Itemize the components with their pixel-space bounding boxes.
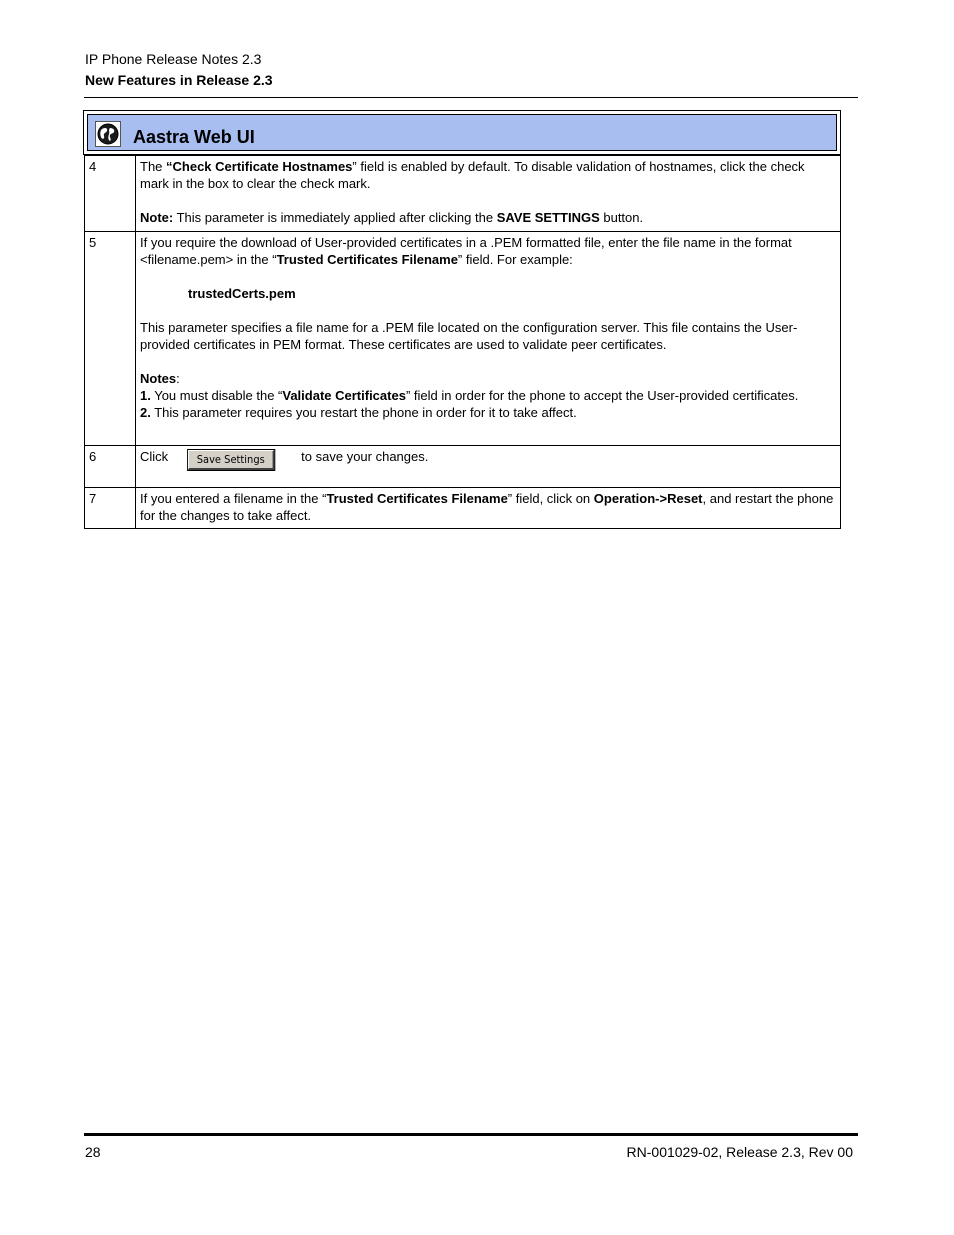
step-note	[140, 209, 834, 226]
page-number: 28	[85, 1144, 101, 1160]
example-filename: trustedCerts.pem	[188, 286, 296, 301]
globe-icon	[95, 121, 121, 147]
text-run: , and restart the phone for the changes to take affect.	[140, 491, 834, 523]
field-name: Trusted Certificates Filename	[326, 491, 508, 506]
header-subtitle: New Features in Release 2.3	[85, 72, 273, 88]
note-label: Note:	[140, 210, 174, 225]
step-content	[136, 446, 841, 488]
text-run: button.	[599, 210, 644, 225]
notes-heading	[140, 370, 834, 387]
step-content	[136, 488, 841, 529]
note-item	[140, 387, 834, 404]
table-row	[85, 232, 841, 446]
field-name: Validate Certificates	[282, 388, 406, 403]
text-run: :	[176, 371, 180, 386]
step-text	[140, 490, 834, 524]
steps-table	[84, 155, 841, 529]
field-name: Trusted Certificates Filename	[276, 252, 458, 267]
field-name: “Check Certificate Hostnames	[166, 159, 353, 174]
text-run: The	[140, 159, 167, 174]
banner-title: Aastra Web UI	[133, 127, 255, 147]
text-run: This parameter is immediately applied after clicking the	[173, 210, 497, 225]
step-content	[136, 232, 841, 446]
note-item	[140, 404, 834, 421]
text-run: Click	[140, 449, 169, 464]
note-number: 2.	[140, 405, 151, 420]
text-run: to save your changes.	[301, 449, 429, 464]
step-description: This parameter specifies a file name for a .PEM file located on the configuration server. This file contains the User-provided certificates in PEM format. These certificates are used to validate peer certificates.	[140, 320, 798, 352]
step-number: 5	[85, 232, 136, 446]
header-title: IP Phone Release Notes 2.3	[85, 51, 262, 67]
footer-rule	[84, 1133, 858, 1136]
header-rule	[84, 97, 858, 98]
step-content	[136, 156, 841, 232]
step-text	[140, 234, 834, 268]
save-settings-button[interactable]: Save Settings	[188, 450, 274, 470]
text-run: ” field. For example:	[457, 252, 573, 267]
banner-fill	[87, 114, 837, 151]
table-row	[85, 446, 841, 488]
button-reference: SAVE SETTINGS	[496, 210, 600, 225]
text-run: ” field in order for the phone to accept the User-provided certificates.	[405, 388, 799, 403]
aastra-web-ui-banner	[83, 110, 841, 155]
note-number: 1.	[140, 388, 151, 403]
step-number: 4	[85, 156, 136, 232]
text-run: If you require the download of User-provided certificates in a .PEM formatted file, enter the file name in the format <filename.pem> in the “	[140, 235, 792, 267]
document-id: RN-001029-02, Release 2.3, Rev 00	[626, 1144, 853, 1160]
step-text	[140, 158, 834, 192]
table-row	[85, 488, 841, 529]
text-run: ” field, click on	[507, 491, 594, 506]
text-run: This parameter requires you restart the phone in order for it to take affect.	[150, 405, 577, 420]
text-run: You must disable the “	[150, 388, 283, 403]
text-run: ” field is enabled by default. To disable validation of hostnames, click the check mark in the box to clear the check mark.	[140, 159, 805, 191]
step-number: 6	[85, 446, 136, 488]
step-number: 7	[85, 488, 136, 529]
notes-label: Notes	[140, 371, 177, 386]
table-row	[85, 156, 841, 232]
text-run: If you entered a filename in the “	[140, 491, 327, 506]
menu-path: Operation->Reset	[593, 491, 703, 506]
